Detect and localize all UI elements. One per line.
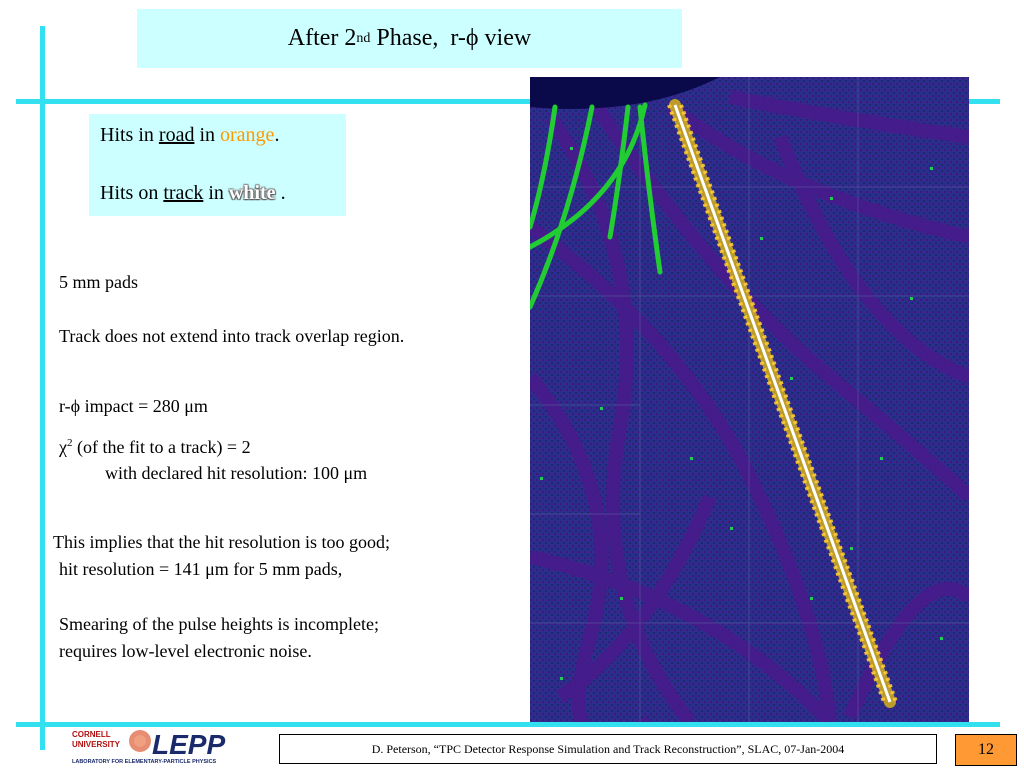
chi-rest: (of the fit to a track) = 2 xyxy=(72,437,251,457)
slide-title xyxy=(137,9,682,68)
legend-text: in xyxy=(194,124,221,146)
track-display-graphic xyxy=(530,77,969,722)
impact-text: r-ϕ impact = 280 μm xyxy=(59,396,208,416)
implies-line-1: This implies that the hit resolution is too good; xyxy=(53,532,390,552)
chi-symbol: χ xyxy=(59,437,67,457)
smearing-line-2: requires low-level electronic noise. xyxy=(59,641,312,661)
track-display-image xyxy=(530,77,969,722)
chi-square-text xyxy=(59,437,251,458)
legend-road-word: road xyxy=(158,124,195,146)
legend-road-line xyxy=(100,120,346,150)
page-number: 12 xyxy=(955,734,1017,766)
lepp-logo xyxy=(70,726,250,766)
accent-vertical-line xyxy=(40,26,45,750)
legend-track-line xyxy=(100,178,346,208)
legend-text: Hits on xyxy=(100,182,164,204)
logo-cornell-text: CORNELL xyxy=(72,730,111,739)
legend-orange-word: orange xyxy=(220,124,275,146)
title-suffix: Phase, r-ϕ view xyxy=(370,25,532,51)
overlap-text: Track does not extend into track overlap region. xyxy=(59,326,405,346)
pads-text: 5 mm pads xyxy=(59,272,138,292)
logo-lab-text: LABORATORY FOR ELEMENTARY-PARTICLE PHYSICS xyxy=(72,759,217,765)
legend-text: Hits in xyxy=(100,124,159,146)
title-prefix: After 2 xyxy=(287,25,357,51)
legend-text: . xyxy=(274,124,280,146)
logo-university-text: UNIVERSITY xyxy=(72,740,121,749)
legend-text: in xyxy=(203,182,229,204)
legend-white-word: white xyxy=(228,182,276,204)
smearing-line-1: Smearing of the pulse heights is incomplete; xyxy=(59,614,379,634)
declared-resolution-text: with declared hit resolution: 100 μm xyxy=(105,463,368,483)
logo-lepp-text: LEPP xyxy=(152,729,226,760)
footer-citation: D. Peterson, “TPC Detector Response Simulation and Track Reconstruction”, SLAC, 07-Jan-2004 xyxy=(279,734,937,764)
legend-track-word: track xyxy=(163,182,204,204)
legend-text: . xyxy=(275,182,286,204)
implies-line-2: hit resolution = 141 μm for 5 mm pads, xyxy=(59,559,343,579)
legend-box xyxy=(89,114,346,216)
title-superscript: nd xyxy=(356,30,371,46)
chi-superscript: 2 xyxy=(67,437,73,449)
